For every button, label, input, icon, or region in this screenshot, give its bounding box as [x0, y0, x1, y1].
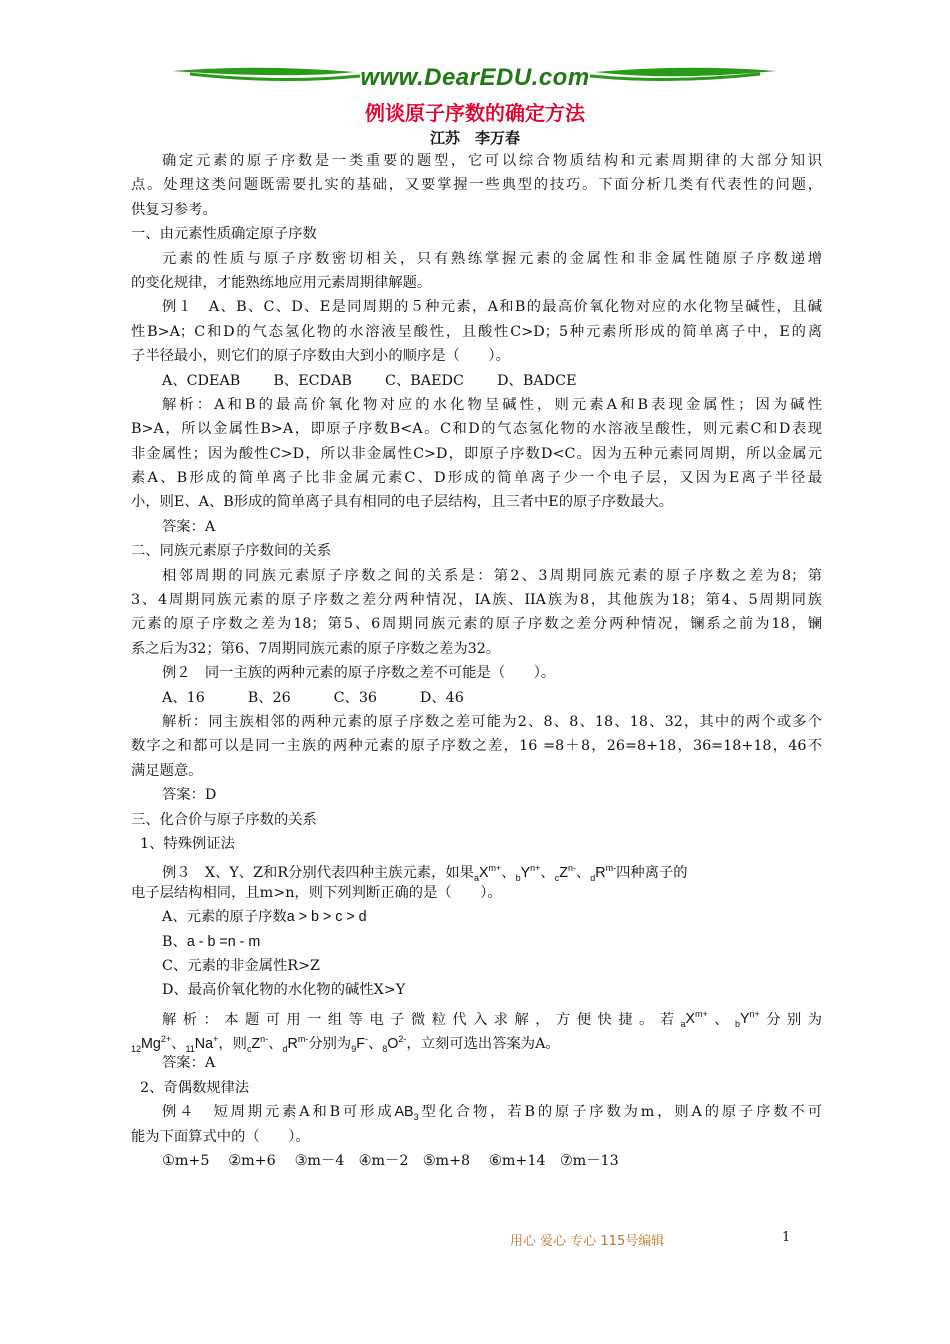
ion-formula: $_{11}$Na+	[185, 1034, 219, 1054]
option-b: B、a - b =n - m	[162, 933, 261, 950]
paragraph-line: 相邻周期的同族元素原子序数之间的关系是：第2、3周期同族元素的原子序数之差为8；第	[162, 567, 822, 584]
example-line: 例２ 同一主族的两种元素的原子序数之差不可能是（ ）。	[162, 665, 556, 682]
analysis-line: 素A、B形成的简单离子比非金属元素C、D形成的简单离子少一个电子层，又因为E离子半径最	[131, 470, 822, 487]
ion-formula: $_dR^{m-}$	[282, 1034, 309, 1054]
ion-formula: $_aX^{m+}$	[473, 863, 502, 883]
ion-formula: $_8O^{2-}$	[382, 1034, 407, 1054]
example-options: A、CDEAB B、ECDAB C、BAEDC D、BADCE	[162, 372, 577, 389]
document-title: 例谈原子序数的确定方法	[365, 101, 585, 125]
ion-formula: $_bY^{n+}$	[734, 1009, 760, 1030]
analysis-line: 解析：本题可用一组等电子微粒代入求解，方便快捷。若$_aX^{m+}$、$_bY^{n+}$分别为	[162, 1009, 823, 1030]
example-line: 能为下面算式中的（ ）。	[131, 1128, 310, 1145]
ion-formula: $_cZ^{n-}$	[554, 863, 576, 883]
option-c: C、元素的非金属性R>Z	[162, 957, 320, 974]
paragraph-line: 供复习参考。	[131, 201, 217, 218]
analysis-line: 解析：A和B的最高价氧化物对应的水化物呈碱性，则元素A和B表现金属性；因为碱性	[162, 396, 822, 413]
analysis-line: 满足题意。	[131, 762, 203, 779]
ion-formula: $_cZ^{n-}$	[246, 1034, 269, 1054]
answer-line: 答案：A	[162, 1055, 216, 1072]
ion-formula: $_dR^{m-}$	[590, 863, 617, 883]
option-a: A、元素的原子序数a > b > c > d	[162, 909, 367, 926]
answer-line: 答案：A	[162, 518, 216, 535]
paragraph-line: 3、4周期同族元素的原子序数之差分两种情况，IA族、IIA族为8，其他族为18；第4、5周期同族	[131, 592, 822, 609]
footer-slogan: 用心 爱心 专心 115号编辑	[510, 1234, 665, 1249]
example-line: 例４ 短周期元素A和B可形成$AB_3$型化合物，若B的原子序数为m，则A的原子序数不可	[162, 1104, 822, 1123]
example-line: 例１ A、B、C、D、E是同周期的５种元素，A和B的最高价氧化物对应的水化物呈碱性，且碱	[162, 299, 822, 316]
article-body	[131, 149, 822, 1173]
analysis-line: 非金属性；因为酸性C>D，所以非金属性C>D，即原子序数D<C。因为五种元素同周期，所以金属元	[131, 445, 822, 462]
example-line: 电子层结构相同，且m>n，则下列判断正确的是（ ）。	[131, 884, 502, 901]
paragraph-line: 元素的性质与原子序数密切相关，只有熟练掌握元素的金属性和非金属性随原子序数递增	[162, 250, 822, 267]
paragraph-line: 确定元素的原子序数是一类重要的题型，它可以综合物质结构和元素周期律的大部分知识	[162, 153, 822, 169]
banner-url[interactable]: www.DearEDU.com	[360, 64, 590, 91]
section-heading: 二、同族元素原子序数间的关系	[131, 543, 332, 560]
example-options: A、16 B、26 C、36 D、46	[162, 689, 464, 706]
analysis-line: 解析：同主族相邻的两种元素的原子序数之差可能为2、8、8、18、18、32，其中的两个或多个	[162, 713, 822, 730]
ion-formula: $_aX^{m+}$	[680, 1009, 708, 1030]
example-line: 性B>A；C和D的气态氢化物的水溶液呈酸性，且酸性C>D；5种元素所形成的简单离子中，E的离	[131, 323, 822, 340]
subsection-heading: 1、特殊例证法	[140, 835, 235, 852]
paragraph-line: 系之后为32；第6、7周期同族元素的原子序数之差为32。	[131, 640, 501, 657]
section-heading: 三、化合价与原子序数的关系	[131, 811, 317, 828]
chemical-formula: $AB_3$	[394, 1104, 419, 1123]
analysis-line: 小，则E、A、B形成的简单离子具有相同的电子层结构，且三者中E的原子序数最大。	[131, 494, 674, 511]
answer-line: 答案：D	[162, 787, 217, 804]
section-heading: 一、由元素性质确定原子序数	[131, 226, 317, 243]
example-line: 例３ X、Y、Z和R分别代表四种主族元素，如果$_aX^{m+}$、$_bY^{n+}$、$_cZ^{n-}$、$_dR^{m-}$四种离子的	[162, 863, 688, 883]
subsection-heading: 2、奇偶数规律法	[140, 1079, 250, 1096]
ion-formula: $_9$F-	[351, 1034, 368, 1054]
document-author: 江苏 李万春	[429, 129, 520, 147]
page-number: 1	[782, 1230, 791, 1245]
analysis-line: 数字之和都可以是同一主族的两种元素的原子序数之差，16 =8＋8，26=8+18，36=18+18，46不	[131, 738, 822, 755]
example-text: 例３ X、Y、Z和R分别代表四种主族元素，如果	[162, 865, 474, 882]
paragraph-line: 的变化规律，才能熟练地应用元素周期律解题。	[131, 274, 432, 291]
ion-formula: $_bY^{n+}$	[515, 863, 541, 883]
example-line: 子半径最小，则它们的原子序数由大到小的顺序是（ ）。	[131, 348, 510, 365]
option-d: D、最高价氧化物的水化物的碱性X>Y	[162, 982, 406, 999]
paragraph-line: 元素的原子序数之差为18；第5、6周期同族元素的原子序数之差分两种情况，镧系之前为18，镧	[131, 616, 822, 633]
ion-formula: $_{12}Mg^{2+}$	[131, 1034, 172, 1054]
paragraph-line: 点。处理这类问题既需要扎实的基础，又要掌握一些典型的技巧。下面分析几类有代表性的问题，	[131, 177, 822, 194]
analysis-line: B>A，所以金属性B>A，即原子序数B<A。C和D的气态氢化物的水溶液呈酸性，则元素C和D表现	[131, 421, 822, 438]
example-options: ①m+5 ②m+6 ③m－4 ④m－2 ⑤m+8 ⑥m+14 ⑦m－13	[162, 1153, 619, 1170]
analysis-line: $_{12}Mg^{2+}$、$_{11}$Na+，则$_cZ^{n-}$、$_dR^{m-}$分别为$_9$F-、$_8O^{2-}$，立刻可选出答案为A。	[131, 1034, 560, 1054]
site-banner	[170, 62, 780, 98]
